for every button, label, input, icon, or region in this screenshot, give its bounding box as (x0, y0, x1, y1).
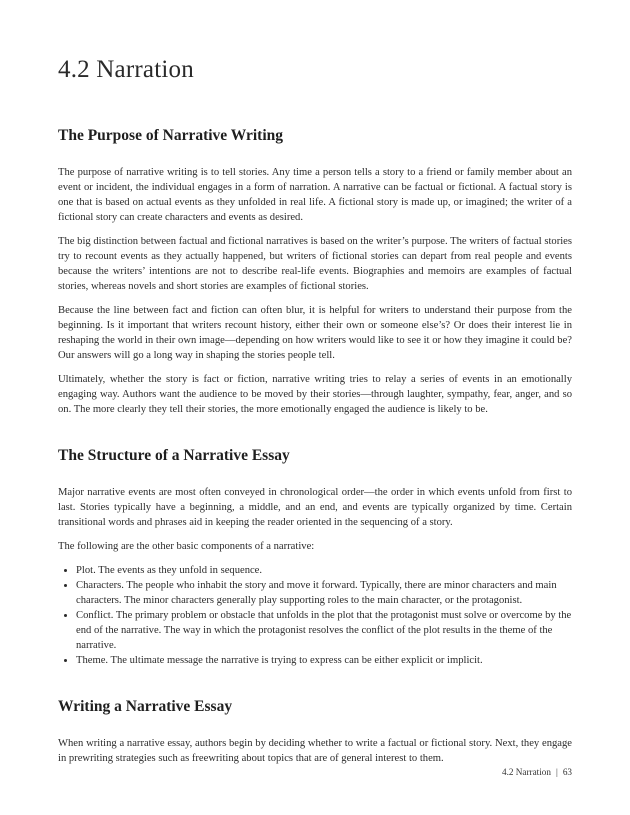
paragraph: Because the line between fact and fiction can often blur, it is helpful for writers to understand their purpose from the beginning. Is it important that writers recount history, either their own or someone else’s? Or does their interest lie in reshaping the world in their own image—depending on how writers would like to see it or how they imagine it could be? Our answers will go a long way in shaping the stories people tell. (58, 305, 572, 361)
paragraph: Major narrative events are most often conveyed in chronological order—the order in which events unfold from first to last. Stories typically have a beginning, a middle, and an end, and events are typically organized by time. Certain transitional words and phrases aid in keeping the reader oriented in the sequencing of a story. (58, 487, 572, 528)
section-heading-writing: Writing a Narrative Essay (58, 698, 233, 715)
page-footer (502, 767, 572, 777)
list-item: • Theme. The ultimate message the narrative is trying to express can be either explicit or implicit. (76, 653, 572, 668)
footer-section-title: 4.2 Narration (501, 767, 551, 777)
list-item: • Characters. The people who inhabit the story and move it forward. Typically, there are minor characters and main characters. The minor characters generally play supporting roles to the main character, or the protagonist. (76, 578, 572, 608)
paragraph: Ultimately, whether the story is fact or fiction, narrative writing tries to relay a series of events in an emotionally engaging way. Authors want the audience to be moved by their stories—through laughter, sympathy, fear, anger, and so on. The more clearly they tell their stories, the more emotionally engaged the audience is likely to be. (58, 374, 572, 415)
paragraph: When writing a narrative essay, authors begin by deciding whether to write a factual or fictional story. Next, they engage in prewriting strategies such as freewriting about topics that are of general interest to them. (58, 738, 572, 764)
section-heading-purpose: The Purpose of Narrative Writing (58, 127, 284, 144)
page-title: 4.2 Narration (58, 56, 194, 83)
paragraph: The following are the other basic components of a narrative: (58, 541, 315, 552)
list-item: • Conflict. The primary problem or obstacle that unfolds in the plot that the protagonist must solve or overcome by the end of the narrative. The way in which the protagonist resolves the conflict of the plot results in the theme of the narrative. (76, 608, 572, 653)
section-heading-structure: The Structure of a Narrative Essay (58, 447, 290, 464)
footer-separator: | (555, 767, 558, 777)
components-list (58, 563, 572, 668)
paragraph: The purpose of narrative writing is to tell stories. Any time a person tells a story to a friend or family member about an event or incident, the individual engages in a form of narration. A narrative can be factual or fictional. A factual story is one that is based on actual events as they unfolded in real life. A fictional story is made up, or imagined; the writer of a fictional story can create characters and events as desired. (58, 167, 572, 223)
page-number: 63 (562, 767, 572, 777)
list-item: • Plot. The events as they unfold in sequence. (76, 563, 572, 578)
paragraph: The big distinction between factual and fictional narratives is based on the writer’s purpose. The writers of factual stories try to recount events as they actually happened, but writers of fictional stories can depart from real people and events because the writers’ intentions are not to describe real-life events. Biographies and memoirs are examples of factual stories, whereas novels and short stories are examples of fictional stories. (58, 236, 572, 292)
